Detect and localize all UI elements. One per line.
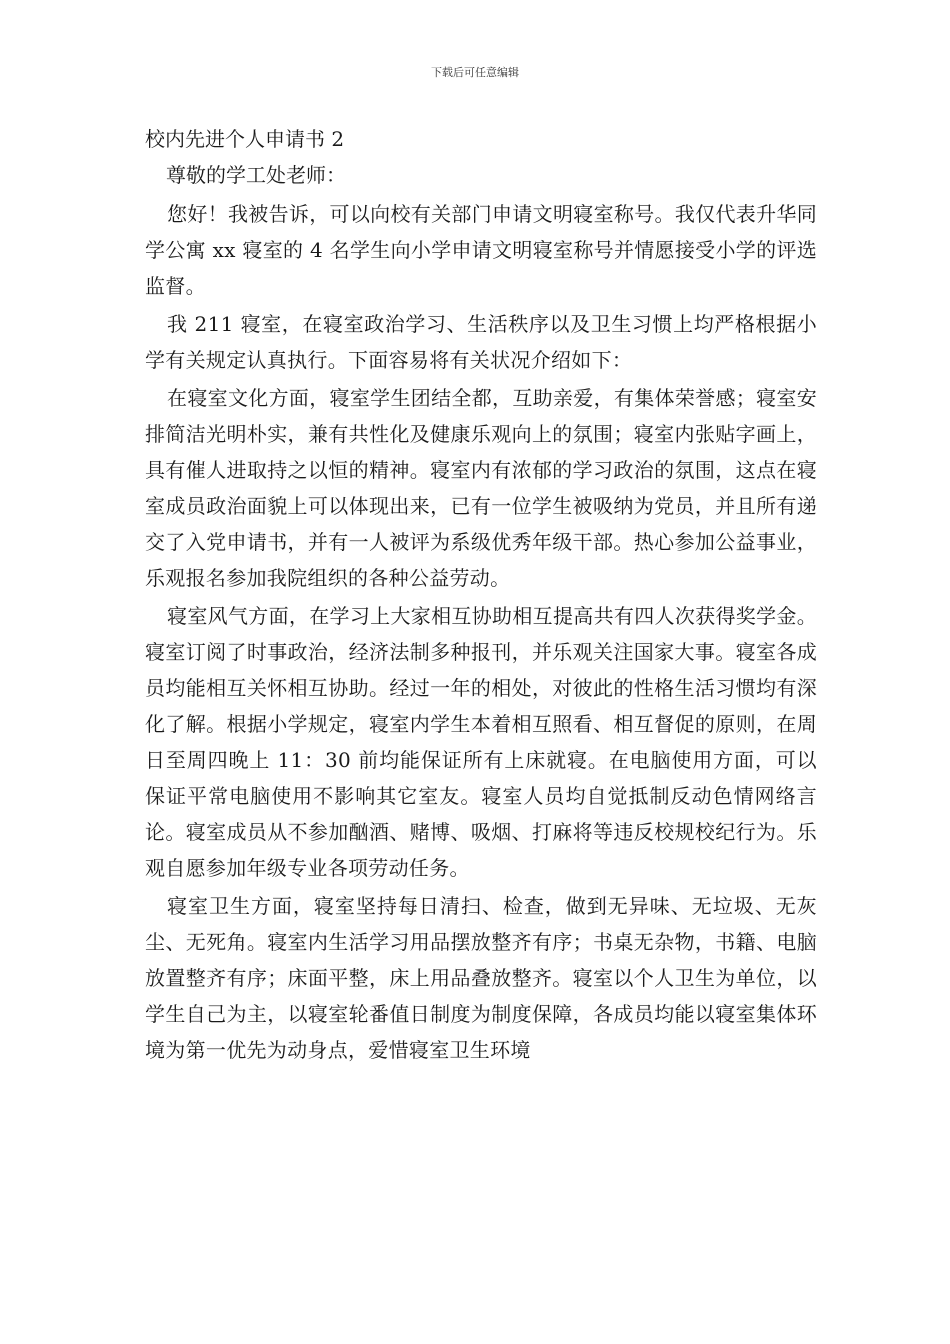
paragraph-greeting: 您好！我被告诉，可以向校有关部门申请文明寝室称号。我仅代表升华同学公寓 xx 寝室的 4 名学生向小学申请文明寝室称号并情愿接受小学的评选监督。 <box>145 202 817 298</box>
document-body <box>145 196 817 1068</box>
salutation: 尊敬的学工处老师： <box>166 163 346 187</box>
document-title: 校内先进个人申请书 2 <box>145 127 345 151</box>
paragraph-atmosphere: 寝室风气方面，在学习上大家相互协助相互提高共有四人次获得奖学金。寝室订阅了时事政治，经济法制多种报刊，并乐观关注国家大事。寝室各成员均能相互关怀相互协助。经过一年的相处，对彼此的性格生活习惯均有深化了解。根据小学规定，寝室内学生本着相互照看、相互督促的原则，在周日至周四晚上 11：30 前均能保证所有上床就寝。在电脑使用方面，可以保证平常电脑使用不影响其它室友。寝室人员均自觉抵制反动色情网络言论。寝室成员从不参加酗酒、赌博、吸烟、打麻将等违反校规校纪行为。乐观自愿参加年级专业各项劳动任务。 <box>145 604 817 880</box>
paragraph-culture: 在寝室文化方面，寝室学生团结全都，互助亲爱，有集体荣誉感；寝室安排简洁光明朴实，兼有共性化及健康乐观向上的氛围；寝室内张贴字画上，具有催人进取持之以恒的精神。寝室内有浓郁的学习政治的氛围，这点在寝室成员政治面貌上可以体现出来，已有一位学生被吸纳为党员，并且所有递交了入党申请书，并有一人被评为系级优秀年级干部。热心参加公益事业，乐观报名参加我院组织的各种公益劳动。 <box>145 386 817 590</box>
paragraph-intro: 我 211 寝室，在寝室政治学习、生活秩序以及卫生习惯上均严格根据小学有关规定认真执行。下面容易将有关状况介绍如下： <box>145 312 817 372</box>
paragraph-hygiene: 寝室卫生方面，寝室坚持每日清扫、检查，做到无异味、无垃圾、无灰尘、无死角。寝室内生活学习用品摆放整齐有序；书桌无杂物，书籍、电脑放置整齐有序；床面平整，床上用品叠放整齐。寝室以个人卫生为单位，以学生自己为主，以寝室轮番值日制度为制度保障，各成员均能以寝室集体环境为第一优先为动身点，爱惜寝室卫生环境 <box>145 894 817 1062</box>
header-note: 下载后可任意编辑 <box>431 66 519 79</box>
